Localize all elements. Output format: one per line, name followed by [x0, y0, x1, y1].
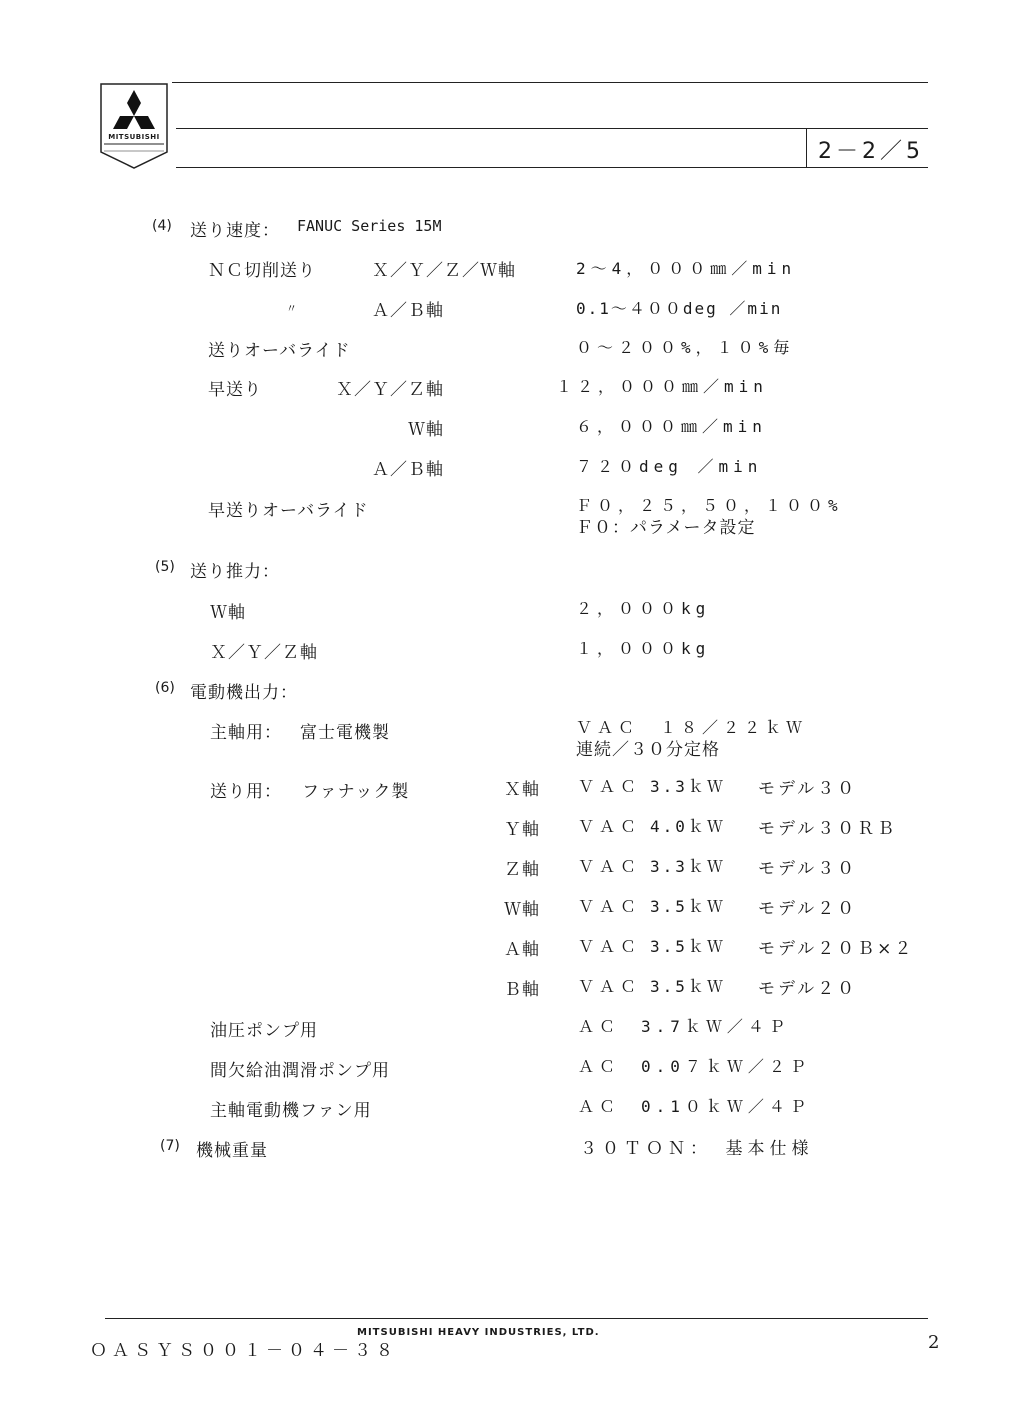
feed-power: 3.3ｋＷ: [650, 857, 726, 876]
feed-power: 3.5ｋＷ: [650, 977, 726, 996]
feed-type: ＶＡＣ: [578, 897, 642, 916]
section-7-number: (7): [160, 1138, 180, 1154]
s4-row-label: ＮＣ切削送り: [208, 261, 316, 281]
page-reference: 2－2／5: [818, 139, 924, 164]
spindle-motor-label: 主軸用：: [210, 723, 282, 743]
spindle-motor-value: ＶＡＣ １８／２２ｋＷ: [576, 718, 808, 737]
section-7-value: ３０ＴＯＮ： 基本仕様: [580, 1139, 814, 1159]
s4-row-axis: Ｘ／Ｙ／Ｚ軸: [336, 380, 444, 400]
s4-row-axis: Ａ／Ｂ軸: [372, 301, 444, 321]
mitsubishi-logo: [98, 82, 170, 170]
footer-rule: [105, 1318, 928, 1319]
section-4-title: 送り速度：: [190, 221, 280, 241]
feed-power: 3.5ｋＷ: [650, 897, 726, 916]
s4-row-axis: Ｘ／Ｙ／Ｚ／Ｗ軸: [372, 261, 516, 281]
s5-row-value: ２，０００kg: [576, 599, 711, 618]
other-motor-label: 主軸電動機ファン用: [210, 1101, 372, 1121]
header-page-divider: [806, 128, 807, 168]
section-5-number: (5): [155, 559, 175, 575]
other-motor-value: ＡＣ 0.0７ｋＷ／２Ｐ: [578, 1057, 811, 1076]
s4-row-value: ６，０００㎜／min: [576, 417, 767, 436]
s4-row-label: 〃: [286, 302, 297, 315]
feed-power: 3.3ｋＷ: [650, 777, 726, 796]
s5-row-label: Ｗ軸: [210, 603, 246, 623]
s4-row-label: 送りオーバライド: [208, 341, 351, 361]
feed-type: ＶＡＣ: [578, 777, 642, 796]
section-5-title: 送り推力：: [190, 562, 280, 582]
s4-row-axis: Ａ／Ｂ軸: [372, 460, 444, 480]
logo-wordmark: MITSUBISHI: [108, 133, 160, 141]
page-number: 2: [928, 1332, 940, 1353]
s4-row-label: 早送り: [208, 380, 262, 400]
feed-type: ＶＡＣ: [578, 937, 642, 956]
s4-row-value-note: Ｆ０：パラメータ設定: [576, 518, 756, 538]
feed-model: モデル３０: [758, 779, 858, 799]
feed-model: モデル２０Ｂ×２: [758, 939, 915, 959]
section-4-number: (4): [152, 218, 172, 234]
feed-axis: Ａ軸: [504, 940, 540, 960]
feed-type: ＶＡＣ: [578, 977, 642, 996]
header-bottom-rule: [176, 167, 928, 168]
s4-row-value: 2～4，０００㎜／min: [576, 259, 797, 278]
section-4-subtitle: FANUC Series 15M: [297, 217, 442, 235]
document-number: ＯＡＳＹＳ００１－０４－３８: [90, 1341, 398, 1361]
feed-axis: Ｗ軸: [504, 900, 540, 920]
s4-row-value: Ｆ０，２５，５０，１００%: [576, 496, 843, 515]
feed-model: モデル３０ＲＢ: [758, 819, 898, 839]
feed-axis: Ｙ軸: [504, 820, 540, 840]
s4-row-label: 早送りオーバライド: [208, 501, 369, 521]
s5-row-value: １，０００kg: [576, 639, 711, 658]
feed-motor-maker: ファナック製: [302, 782, 410, 802]
company-name: MITSUBISHI HEAVY INDUSTRIES, LTD.: [357, 1327, 600, 1338]
feed-type: ＶＡＣ: [578, 817, 642, 836]
feed-power: 3.5ｋＷ: [650, 937, 726, 956]
s4-row-value: １２，０００㎜／min: [556, 377, 768, 396]
feed-axis: Ｘ軸: [504, 780, 540, 800]
feed-axis: Ｚ軸: [504, 860, 540, 880]
s4-row-axis: Ｗ軸: [408, 420, 444, 440]
header-top-rule: [172, 82, 928, 83]
section-6-number: (6): [155, 680, 175, 696]
spindle-motor-rating: 連続／３０分定格: [576, 740, 720, 760]
header-middle-rule: [176, 128, 928, 129]
feed-motor-label: 送り用：: [210, 782, 282, 802]
other-motor-label: 油圧ポンプ用: [210, 1021, 318, 1041]
feed-model: モデル２０: [758, 899, 858, 919]
section-7-title: 機械重量: [196, 1141, 268, 1161]
s4-row-value: ０～２００%，１０%毎: [576, 338, 795, 357]
feed-power: 4.0ｋＷ: [650, 817, 726, 836]
feed-type: ＶＡＣ: [578, 857, 642, 876]
s4-row-value: 0.1～４００deg ／min: [576, 299, 783, 318]
feed-model: モデル２０: [758, 979, 858, 999]
other-motor-value: ＡＣ 3.7ｋＷ／４Ｐ: [578, 1017, 790, 1036]
other-motor-label: 間欠給油潤滑ポンプ用: [210, 1061, 390, 1081]
s4-row-value: ７２０deg ／min: [576, 457, 763, 476]
spindle-motor-maker: 富士電機製: [300, 723, 390, 743]
other-motor-value: ＡＣ 0.1０ｋＷ／４Ｐ: [578, 1097, 811, 1116]
s5-row-label: Ｘ／Ｙ／Ｚ軸: [210, 643, 318, 663]
feed-axis: Ｂ軸: [504, 980, 540, 1000]
section-6-title: 電動機出力：: [190, 683, 298, 703]
feed-model: モデル３０: [758, 859, 858, 879]
